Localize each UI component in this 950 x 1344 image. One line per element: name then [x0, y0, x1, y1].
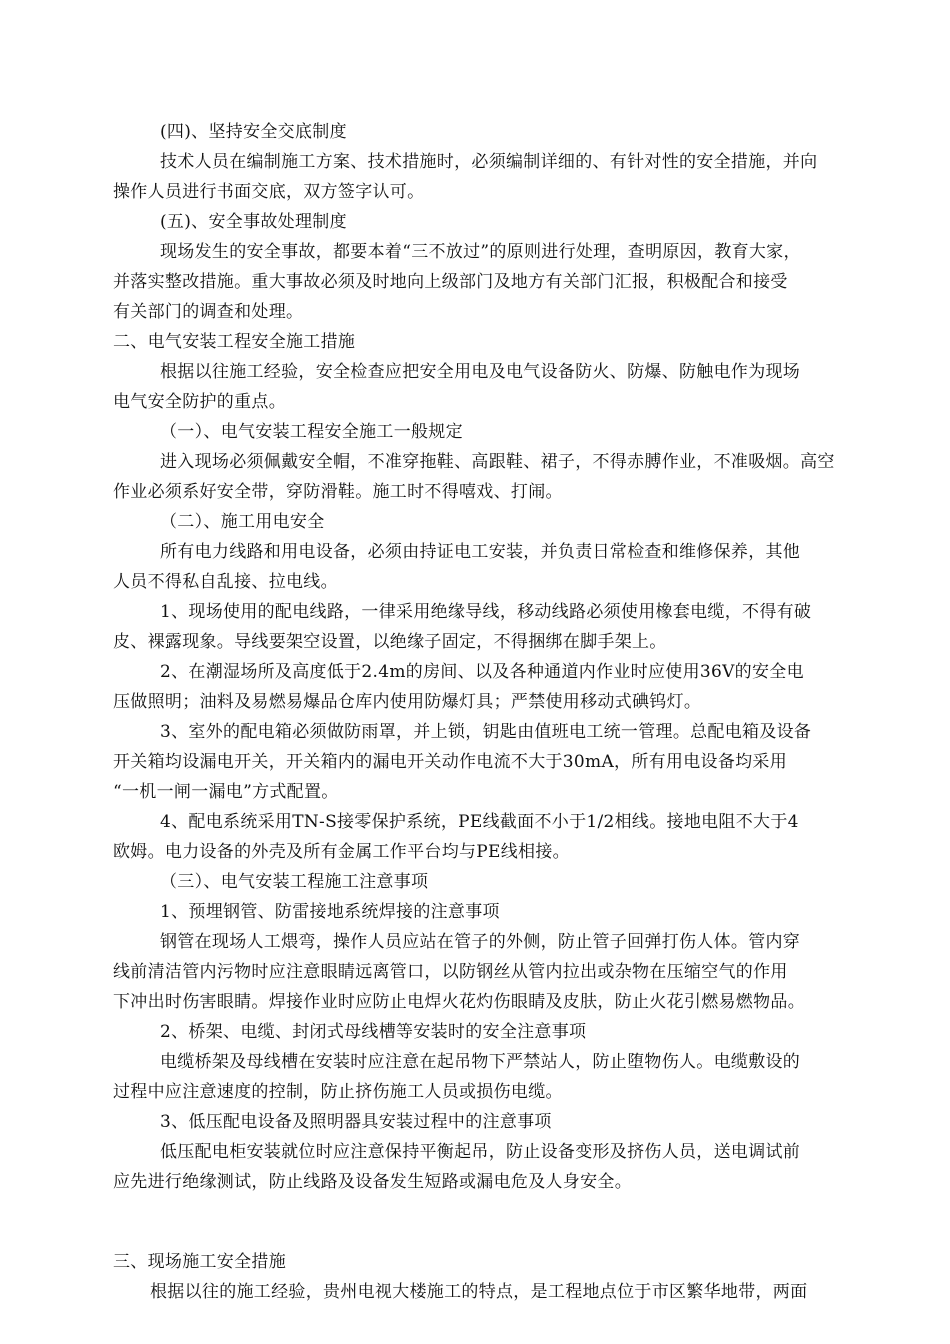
paragraph-line: 人员不得私自乱接、拉电线。: [113, 572, 338, 592]
list-item: 欧姆。电力设备的外壳及所有金属工作平台均与PE线相接。: [113, 842, 570, 862]
section-heading-4: (四)、坚持安全交底制度: [160, 122, 347, 142]
paragraph-line: 作业必须系好安全带，穿防滑鞋。施工时不得嘻戏、打闹。: [113, 482, 563, 502]
note-heading-1: 1、预埋钢管、防雷接地系统焊接的注意事项: [160, 902, 500, 922]
paragraph-line: 现场发生的安全事故，都要本着“三不放过”的原则进行处理，查明原因，教育大家，: [160, 242, 801, 262]
list-item: 压做照明；油料及易燃易爆品仓库内使用防爆灯具；严禁使用移动式碘钨灯。: [113, 692, 702, 712]
paragraph-line: 下冲出时伤害眼睛。焊接作业时应防止电焊火花灼伤眼睛及皮肤，防止火花引燃易燃物品。: [113, 992, 805, 1012]
paragraph-line: 有关部门的调查和处理。: [113, 302, 304, 322]
subsection-heading-2: （二）、施工用电安全: [160, 512, 325, 532]
list-item: “一机一闸一漏电”方式配置。: [113, 782, 339, 802]
paragraph-line: 所有电力线路和用电设备，必须由持证电工安装，并负责日常检查和维修保养，其他: [160, 542, 801, 562]
paragraph-line: 电气安全防护的重点。: [113, 392, 286, 412]
paragraph-line: 技术人员在编制施工方案、技术措施时，必须编制详细的、有针对性的安全措施，并向: [160, 152, 818, 172]
paragraph-line: 操作人员进行书面交底，双方签字认可。: [113, 182, 425, 202]
list-item: 开关箱均设漏电开关，开关箱内的漏电开关动作电流不大于30mA，所有用电设备均采用: [113, 752, 788, 772]
paragraph-line: 根据以往的施工经验，贵州电视大楼施工的特点，是工程地点位于市区繁华地带，两面: [150, 1282, 808, 1302]
note-heading-2: 2、桥架、电缆、封闭式母线槽等安装时的安全注意事项: [160, 1022, 587, 1042]
note-heading-3: 3、低压配电设备及照明器具安装过程中的注意事项: [160, 1112, 552, 1132]
paragraph-line: 应先进行绝缘测试，防止线路及设备发生短路或漏电危及人身安全。: [113, 1172, 632, 1192]
list-item: 1、现场使用的配电线路，一律采用绝缘导线，移动线路必须使用橡套电缆，不得有破: [160, 602, 812, 622]
subsection-heading-1: （一）、电气安装工程安全施工一般规定: [160, 422, 463, 442]
list-item: 4、配电系统采用TN-S接零保护系统，PE线截面不小于1/2相线。接地电阻不大于4: [160, 812, 799, 832]
paragraph-line: 并落实整改措施。重大事故必须及时地向上级部门及地方有关部门汇报，积极配合和接受: [113, 272, 788, 292]
chapter-heading-3: 三、现场施工安全措施: [113, 1252, 286, 1272]
paragraph-line: 根据以往施工经验，安全检查应把安全用电及电气设备防火、防爆、防触电作为现场: [160, 362, 801, 382]
paragraph-line: 线前清洁管内污物时应注意眼睛远离管口，以防钢丝从管内拉出或杂物在压缩空气的作用: [113, 962, 788, 982]
section-heading-5: (五)、安全事故处理制度: [160, 212, 347, 232]
paragraph-line: 电缆桥架及母线槽在安装时应注意在起吊物下严禁站人，防止堕物伤人。电缆敷设的: [160, 1052, 801, 1072]
list-item: 2、在潮湿场所及高度低于2.4m的房间、以及各种通道内作业时应使用36V的安全电: [160, 662, 804, 682]
list-item: 皮、裸露现象。导线要架空设置，以绝缘子固定，不得捆绑在脚手架上。: [113, 632, 667, 652]
paragraph-line: 过程中应注意速度的控制，防止挤伤施工人员或损伤电缆。: [113, 1082, 563, 1102]
list-item: 3、室外的配电箱必须做防雨罩，并上锁，钥匙由值班电工统一管理。总配电箱及设备: [160, 722, 812, 742]
paragraph-line: 低压配电柜安装就位时应注意保持平衡起吊，防止设备变形及挤伤人员，送电调试前: [160, 1142, 801, 1162]
paragraph-line: 进入现场必须佩戴安全帽，不准穿拖鞋、高跟鞋、裙子，不得赤膊作业，不准吸烟。高空: [160, 452, 835, 472]
chapter-heading-2: 二、电气安装工程安全施工措施: [113, 332, 356, 352]
paragraph-line: 钢管在现场人工煨弯，操作人员应站在管子的外侧，防止管子回弹打伤人体。管内穿: [160, 932, 801, 952]
subsection-heading-3: （三）、电气安装工程施工注意事项: [160, 872, 429, 892]
